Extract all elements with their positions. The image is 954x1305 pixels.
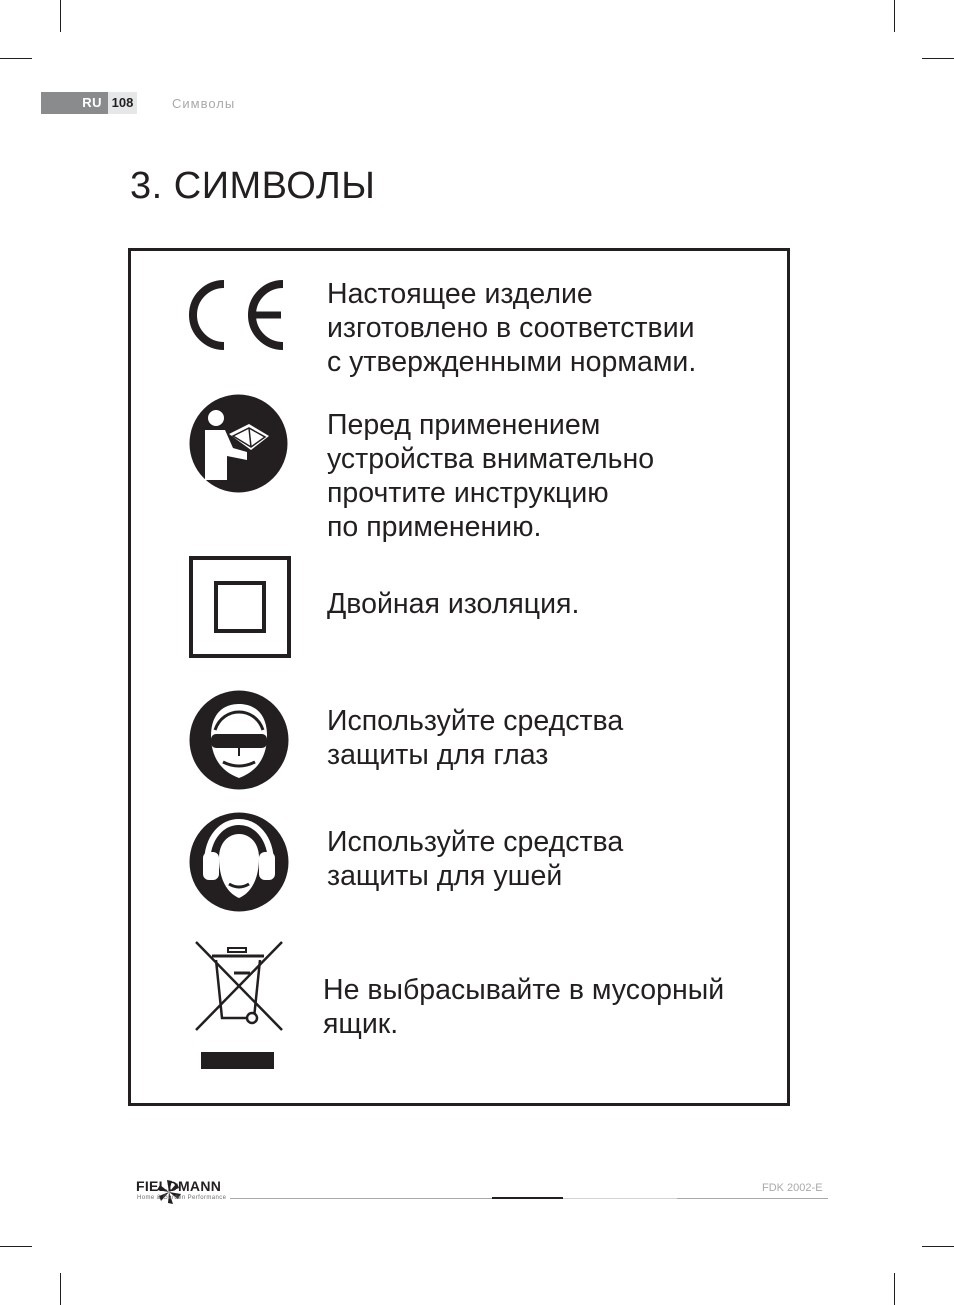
page-title: 3. СИМВОЛЫ <box>130 165 376 207</box>
double-insulation-icon <box>189 556 291 658</box>
language-code: RU <box>82 95 102 110</box>
crossed-bin-icon <box>194 938 284 1072</box>
crop-mark <box>60 0 61 32</box>
brand-name: FIELDMANN <box>136 1178 222 1194</box>
ce-mark-icon <box>188 278 288 352</box>
symbol-description: Используйте средства защиты для ушей <box>327 826 624 892</box>
symbol-description: Настоящее изделие изготовлено в соответствии с утвержденными нормами. <box>327 278 697 378</box>
footer-rule <box>563 1198 677 1199</box>
crop-mark <box>0 1246 32 1247</box>
page-number: 108 <box>108 92 137 114</box>
symbol-description: Двойная изоляция. <box>327 588 580 620</box>
footer-rule <box>230 1198 492 1199</box>
eye-protection-icon <box>189 690 289 790</box>
symbol-description: Используйте средства защиты для глаз <box>327 705 624 771</box>
footer-rule <box>677 1198 828 1199</box>
brand-tagline: Home & Garden Performance <box>137 1195 227 1201</box>
section-name: Символы <box>172 96 236 111</box>
crop-mark <box>894 1273 895 1305</box>
crop-mark <box>60 1273 61 1305</box>
crop-mark <box>0 58 32 59</box>
footer-rule <box>492 1197 563 1199</box>
read-manual-icon <box>189 394 288 493</box>
model-number: FDK 2002-E <box>762 1182 823 1194</box>
crop-mark <box>922 58 954 59</box>
crop-mark <box>922 1246 954 1247</box>
ear-protection-icon <box>189 812 289 912</box>
symbol-description: Не выбрасывайте в мусорный ящик. <box>323 974 725 1040</box>
crop-mark <box>894 0 895 32</box>
symbol-description: Перед применением устройства внимательно прочтите инструкцию по применению. <box>327 409 655 543</box>
